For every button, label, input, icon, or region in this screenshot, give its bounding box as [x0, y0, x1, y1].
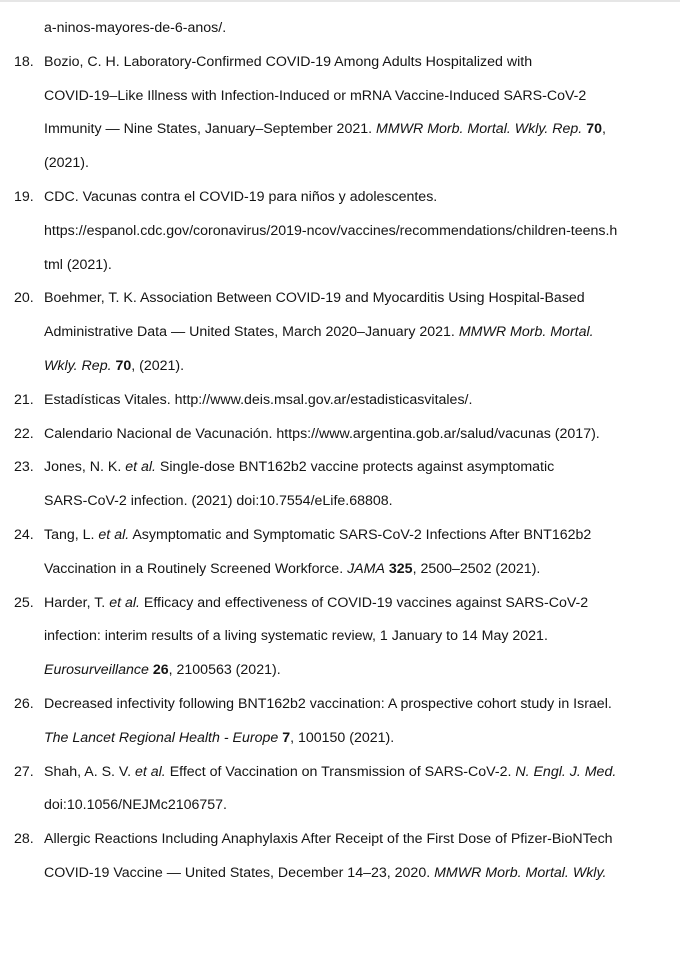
reference-line [0, 113, 680, 147]
reference-line [0, 451, 680, 485]
italic-segment: JAMA [347, 560, 385, 577]
italic-segment: et al. [134, 763, 166, 780]
text-segment: (2021). [44, 155, 89, 172]
italic-segment: Wkly. Rep. [44, 357, 112, 374]
reference-text [44, 620, 548, 654]
text-segment: infection: interim results of a living systematic review, 1 January to 14 May 2021. [44, 628, 548, 645]
text-segment: Administrative Data — United States, March 2020–January 2021. [44, 324, 459, 341]
reference-number: 28. [14, 831, 34, 848]
reference-text [44, 12, 226, 46]
reference-text [44, 722, 394, 756]
reference-line [0, 789, 680, 823]
reference-item-24 [0, 519, 680, 587]
bold-segment: 7 [282, 729, 291, 746]
reference-text [44, 46, 532, 80]
italic-segment: The Lancet Regional Health - Europe [44, 729, 279, 746]
top-divider [0, 0, 680, 2]
reference-text [44, 418, 600, 452]
text-segment: Efficacy and effectiveness of COVID-19 vaccines against SARS-CoV-2 [139, 594, 589, 611]
reference-line [0, 181, 680, 215]
reference-number: 18. [14, 53, 34, 70]
italic-segment: MMWR Morb. Mortal. Wkly. [434, 864, 607, 881]
reference-item-27 [0, 756, 680, 824]
reference-text [44, 485, 393, 519]
reference-number: 25. [14, 594, 34, 611]
text-segment: COVID-19 Vaccine — United States, December 14–23, 2020. [44, 864, 435, 881]
text-segment: Harder, T. [44, 594, 110, 611]
reference-line [0, 722, 680, 756]
italic-segment: MMWR Morb. Mortal. Wkly. Rep. [376, 121, 583, 138]
reference-line [0, 316, 680, 350]
reference-text [44, 451, 554, 485]
reference-line [0, 46, 680, 80]
reference-item-28 [0, 823, 680, 891]
italic-segment: MMWR Morb. Mortal. [458, 324, 594, 341]
text-segment: Effect of Vaccination on Transmission of SARS-CoV-2. [165, 763, 516, 780]
reference-line [0, 857, 680, 891]
reference-line [0, 519, 680, 553]
reference-line [0, 823, 680, 857]
reference-line [0, 350, 680, 384]
text-segment: Shah, A. S. V. [44, 763, 135, 780]
reference-text [44, 113, 606, 147]
text-segment: , 2500–2502 (2021). [412, 560, 541, 577]
reference-item-20 [0, 282, 680, 383]
reference-text [44, 384, 472, 418]
reference-text [44, 688, 612, 722]
reference-line [0, 553, 680, 587]
reference-line [0, 384, 680, 418]
text-segment: Boehmer, T. K. Association Between COVID-19 and Myocarditis Using Hospital-Based [44, 290, 585, 307]
reference-text [44, 823, 613, 857]
reference-line [0, 756, 680, 790]
text-segment: , (2021). [131, 357, 185, 374]
reference-number: 26. [14, 695, 34, 712]
reference-item-23 [0, 451, 680, 519]
text-segment: tml (2021). [44, 256, 112, 273]
reference-line [0, 282, 680, 316]
reference-text [44, 249, 112, 283]
reference-text [44, 80, 586, 114]
reference-item-19 [0, 181, 680, 282]
reference-text [44, 654, 281, 688]
italic-segment: et al. [98, 526, 130, 543]
reference-text [44, 181, 437, 215]
reference-list [0, 12, 680, 891]
italic-segment: et al. [109, 594, 140, 611]
reference-number: 24. [14, 526, 34, 543]
reference-line [0, 688, 680, 722]
reference-line [0, 12, 680, 46]
reference-line [0, 215, 680, 249]
text-segment: Bozio, C. H. Laboratory-Confirmed COVID-19 Among Adults Hospitalized with [44, 53, 533, 70]
reference-item-21 [0, 384, 680, 418]
reference-text [44, 282, 585, 316]
reference-line [0, 620, 680, 654]
bold-segment: 26 [152, 662, 169, 679]
text-segment: Single-dose BNT162b2 vaccine protects against asymptomatic [155, 459, 555, 476]
reference-text [44, 756, 616, 790]
reference-text [44, 147, 89, 181]
text-segment: SARS-CoV-2 infection. (2021) doi:10.7554/eLife.68808. [44, 493, 393, 510]
bold-segment: 70 [115, 357, 132, 374]
text-segment: https://espanol.cdc.gov/coronavirus/2019-ncov/vaccines/recommendations/children-teens.h [44, 222, 618, 239]
reference-number: 23. [14, 459, 34, 476]
text-segment: Immunity — Nine States, January–September 2021. [44, 121, 376, 138]
text-segment: Calendario Nacional de Vacunación. https://www.argentina.gob.ar/salud/vacunas (2017). [44, 425, 600, 442]
text-segment: Estadísticas Vitales. http://www.deis.msal.gov.ar/estadisticasvitales/. [44, 391, 473, 408]
text-segment: doi:10.1056/NEJMc2106757. [44, 797, 227, 814]
bold-segment: 325 [388, 560, 413, 577]
reference-line [0, 80, 680, 114]
italic-segment: Eurosurveillance [44, 662, 149, 679]
reference-text [44, 316, 594, 350]
reference-number: 20. [14, 290, 34, 307]
text-segment: Jones, N. K. [44, 459, 126, 476]
italic-segment: et al. [125, 459, 156, 476]
text-segment: Tang, L. [44, 526, 99, 543]
reference-item-25 [0, 587, 680, 688]
text-segment: , 100150 (2021). [290, 729, 395, 746]
text-segment: COVID-19–Like Illness with Infection-Induced or mRNA Vaccine-Induced SARS-CoV-2 [44, 87, 587, 104]
reference-item-22 [0, 418, 680, 452]
reference-text [44, 857, 606, 891]
reference-text [44, 789, 227, 823]
reference-number: 19. [14, 188, 34, 205]
italic-segment: N. Engl. J. Med. [515, 763, 617, 780]
reference-number: 21. [14, 391, 34, 408]
reference-item-26 [0, 688, 680, 756]
bold-segment: 70 [586, 121, 602, 138]
reference-line [0, 485, 680, 519]
reference-line [0, 587, 680, 621]
reference-text [44, 553, 540, 587]
text-segment: , 2100563 (2021). [168, 662, 281, 679]
reference-line [0, 418, 680, 452]
text-segment: CDC. Vacunas contra el COVID-19 para niños y adolescentes. [44, 188, 438, 205]
reference-text [44, 519, 591, 553]
reference-number: 27. [14, 763, 34, 780]
text-segment: Vaccination in a Routinely Screened Workforce. [44, 560, 348, 577]
reference-line [0, 654, 680, 688]
reference-text [44, 350, 184, 384]
reference-line [0, 249, 680, 283]
text-segment: Asymptomatic and Symptomatic SARS-CoV-2 Infections After BNT162b2 [129, 526, 592, 543]
reference-text [44, 587, 588, 621]
reference-line [0, 147, 680, 181]
text-segment: a-ninos-mayores-de-6-anos/. [44, 20, 227, 36]
text-segment: Decreased infectivity following BNT162b2 vaccination: A prospective cohort study in Israel. [44, 695, 612, 712]
reference-item-continuation [0, 12, 680, 46]
text-segment: , [602, 121, 606, 138]
reference-item-18 [0, 46, 680, 181]
reference-number: 22. [14, 425, 34, 442]
reference-text [44, 215, 617, 249]
text-segment: Allergic Reactions Including Anaphylaxis After Receipt of the First Dose of Pfizer-BioNTech [44, 831, 613, 848]
